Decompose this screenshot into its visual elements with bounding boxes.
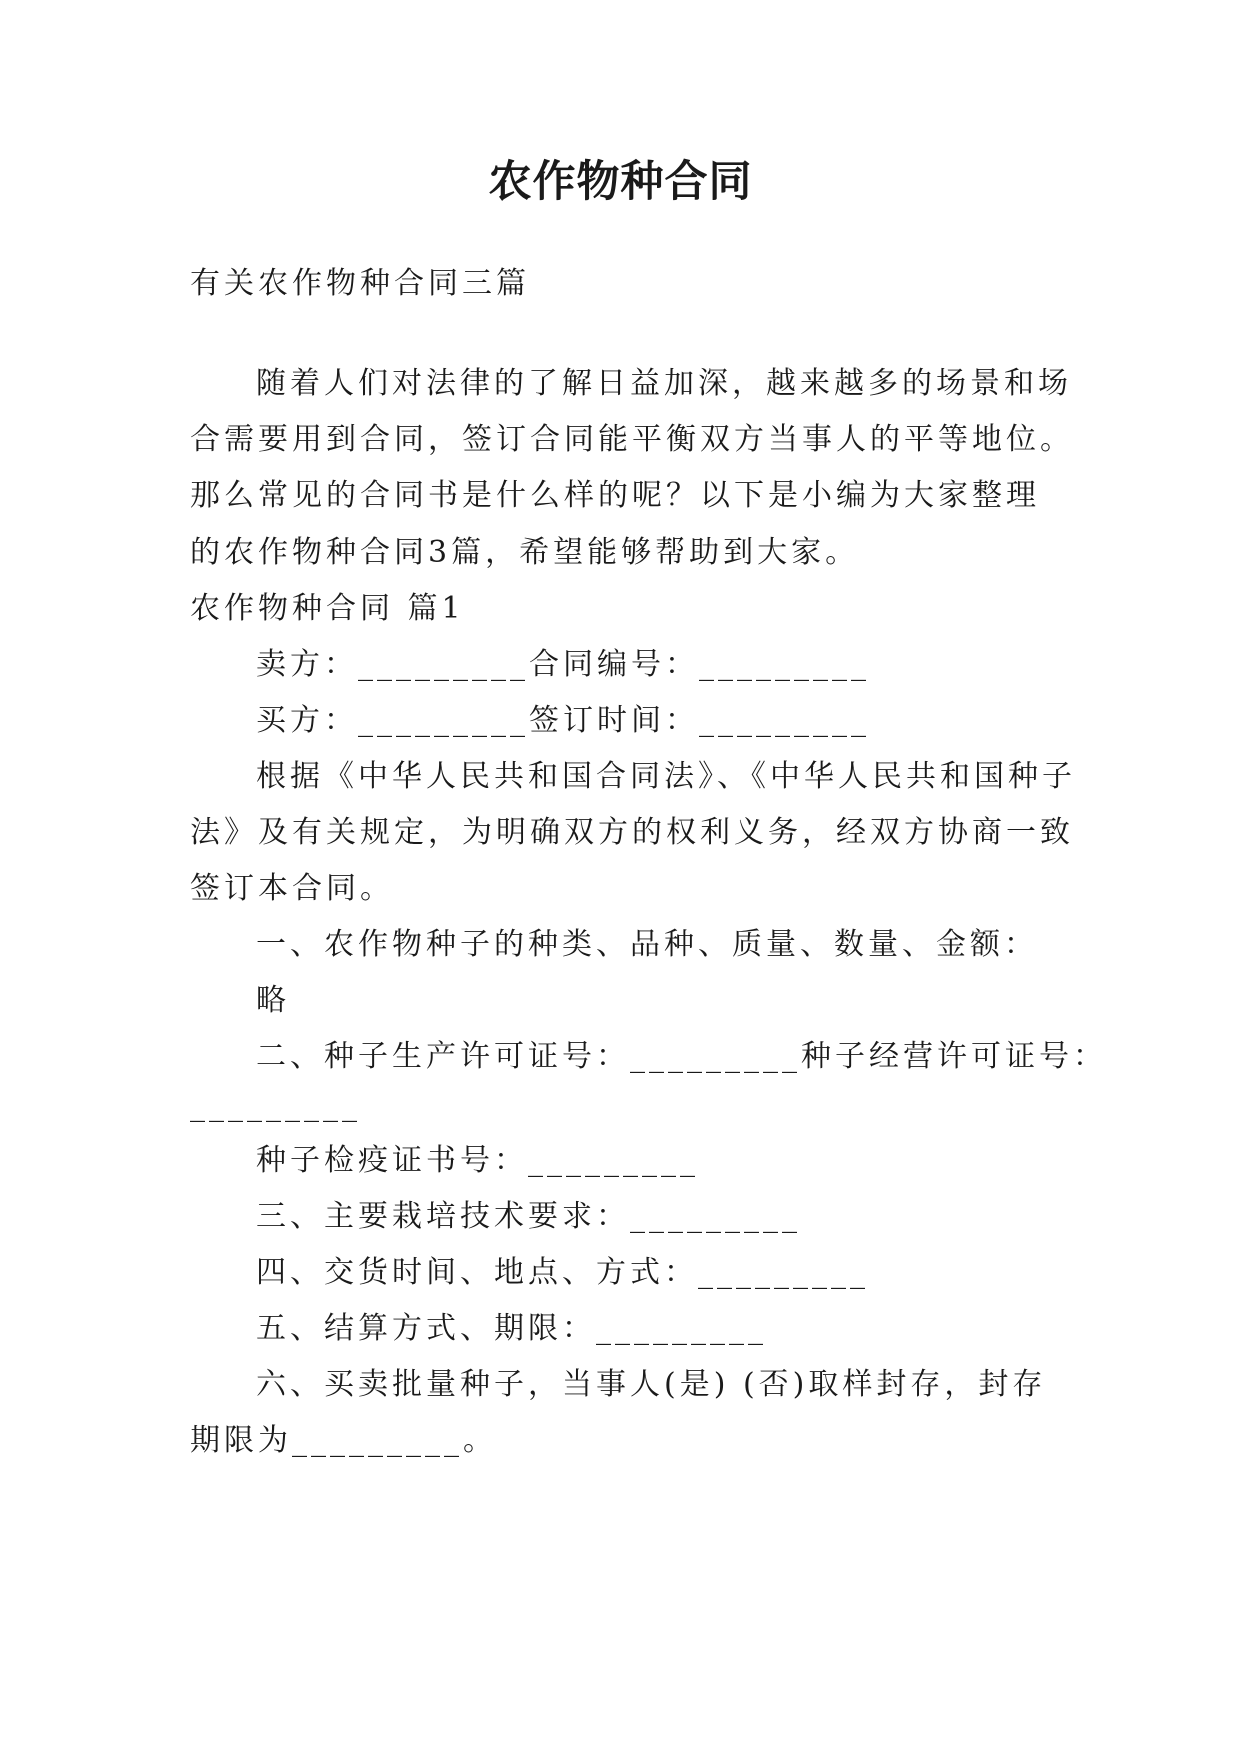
basis-line-3: 签订本合同。 [190,871,394,906]
clause-2-blank: _________ [190,1088,361,1123]
document-subtitle: 有关农作物种合同三篇 [190,266,530,301]
clause-2: 二、种子生产许可证号：_________种子经营许可证号： [256,1039,1107,1074]
basis-line-2: 法》及有关规定，为明确双方的权利义务，经双方协商一致 [190,815,1074,850]
basis-line-1: 根据《中华人民共和国合同法》、《中华人民共和国种子 [256,759,1076,794]
intro-line-1: 随着人们对法律的了解日益加深，越来越多的场景和场 [256,366,1072,401]
buyer-line: 买方：_________签订时间：_________ [256,703,870,738]
clause-6-line-1: 六、买卖批量种子，当事人(是) (否)取样封存，封存 [256,1367,1047,1402]
clause-1-detail: 略 [256,983,290,1018]
section-heading: 农作物种合同 篇1 [190,591,465,626]
clause-5: 五、结算方式、期限：_________ [256,1311,767,1346]
clause-1: 一、农作物种子的种类、品种、质量、数量、金额： [256,927,1038,962]
intro-line-4: 的农作物种合同3篇，希望能够帮助到大家。 [190,535,860,570]
quarantine-line: 种子检疫证书号：_________ [256,1143,699,1178]
seller-line: 卖方：_________合同编号：_________ [256,647,870,682]
clause-4: 四、交货时间、地点、方式：_________ [256,1255,869,1290]
intro-line-2: 合需要用到合同，签订合同能平衡双方当事人的平等地位。 [190,422,1074,457]
document-title: 农作物种合同 [488,157,753,207]
clause-3: 三、主要栽培技术要求：_________ [256,1199,801,1234]
clause-6-line-2: 期限为_________。 [190,1423,497,1458]
intro-line-3: 那么常见的合同书是什么样的呢？以下是小编为大家整理 [190,478,1040,513]
